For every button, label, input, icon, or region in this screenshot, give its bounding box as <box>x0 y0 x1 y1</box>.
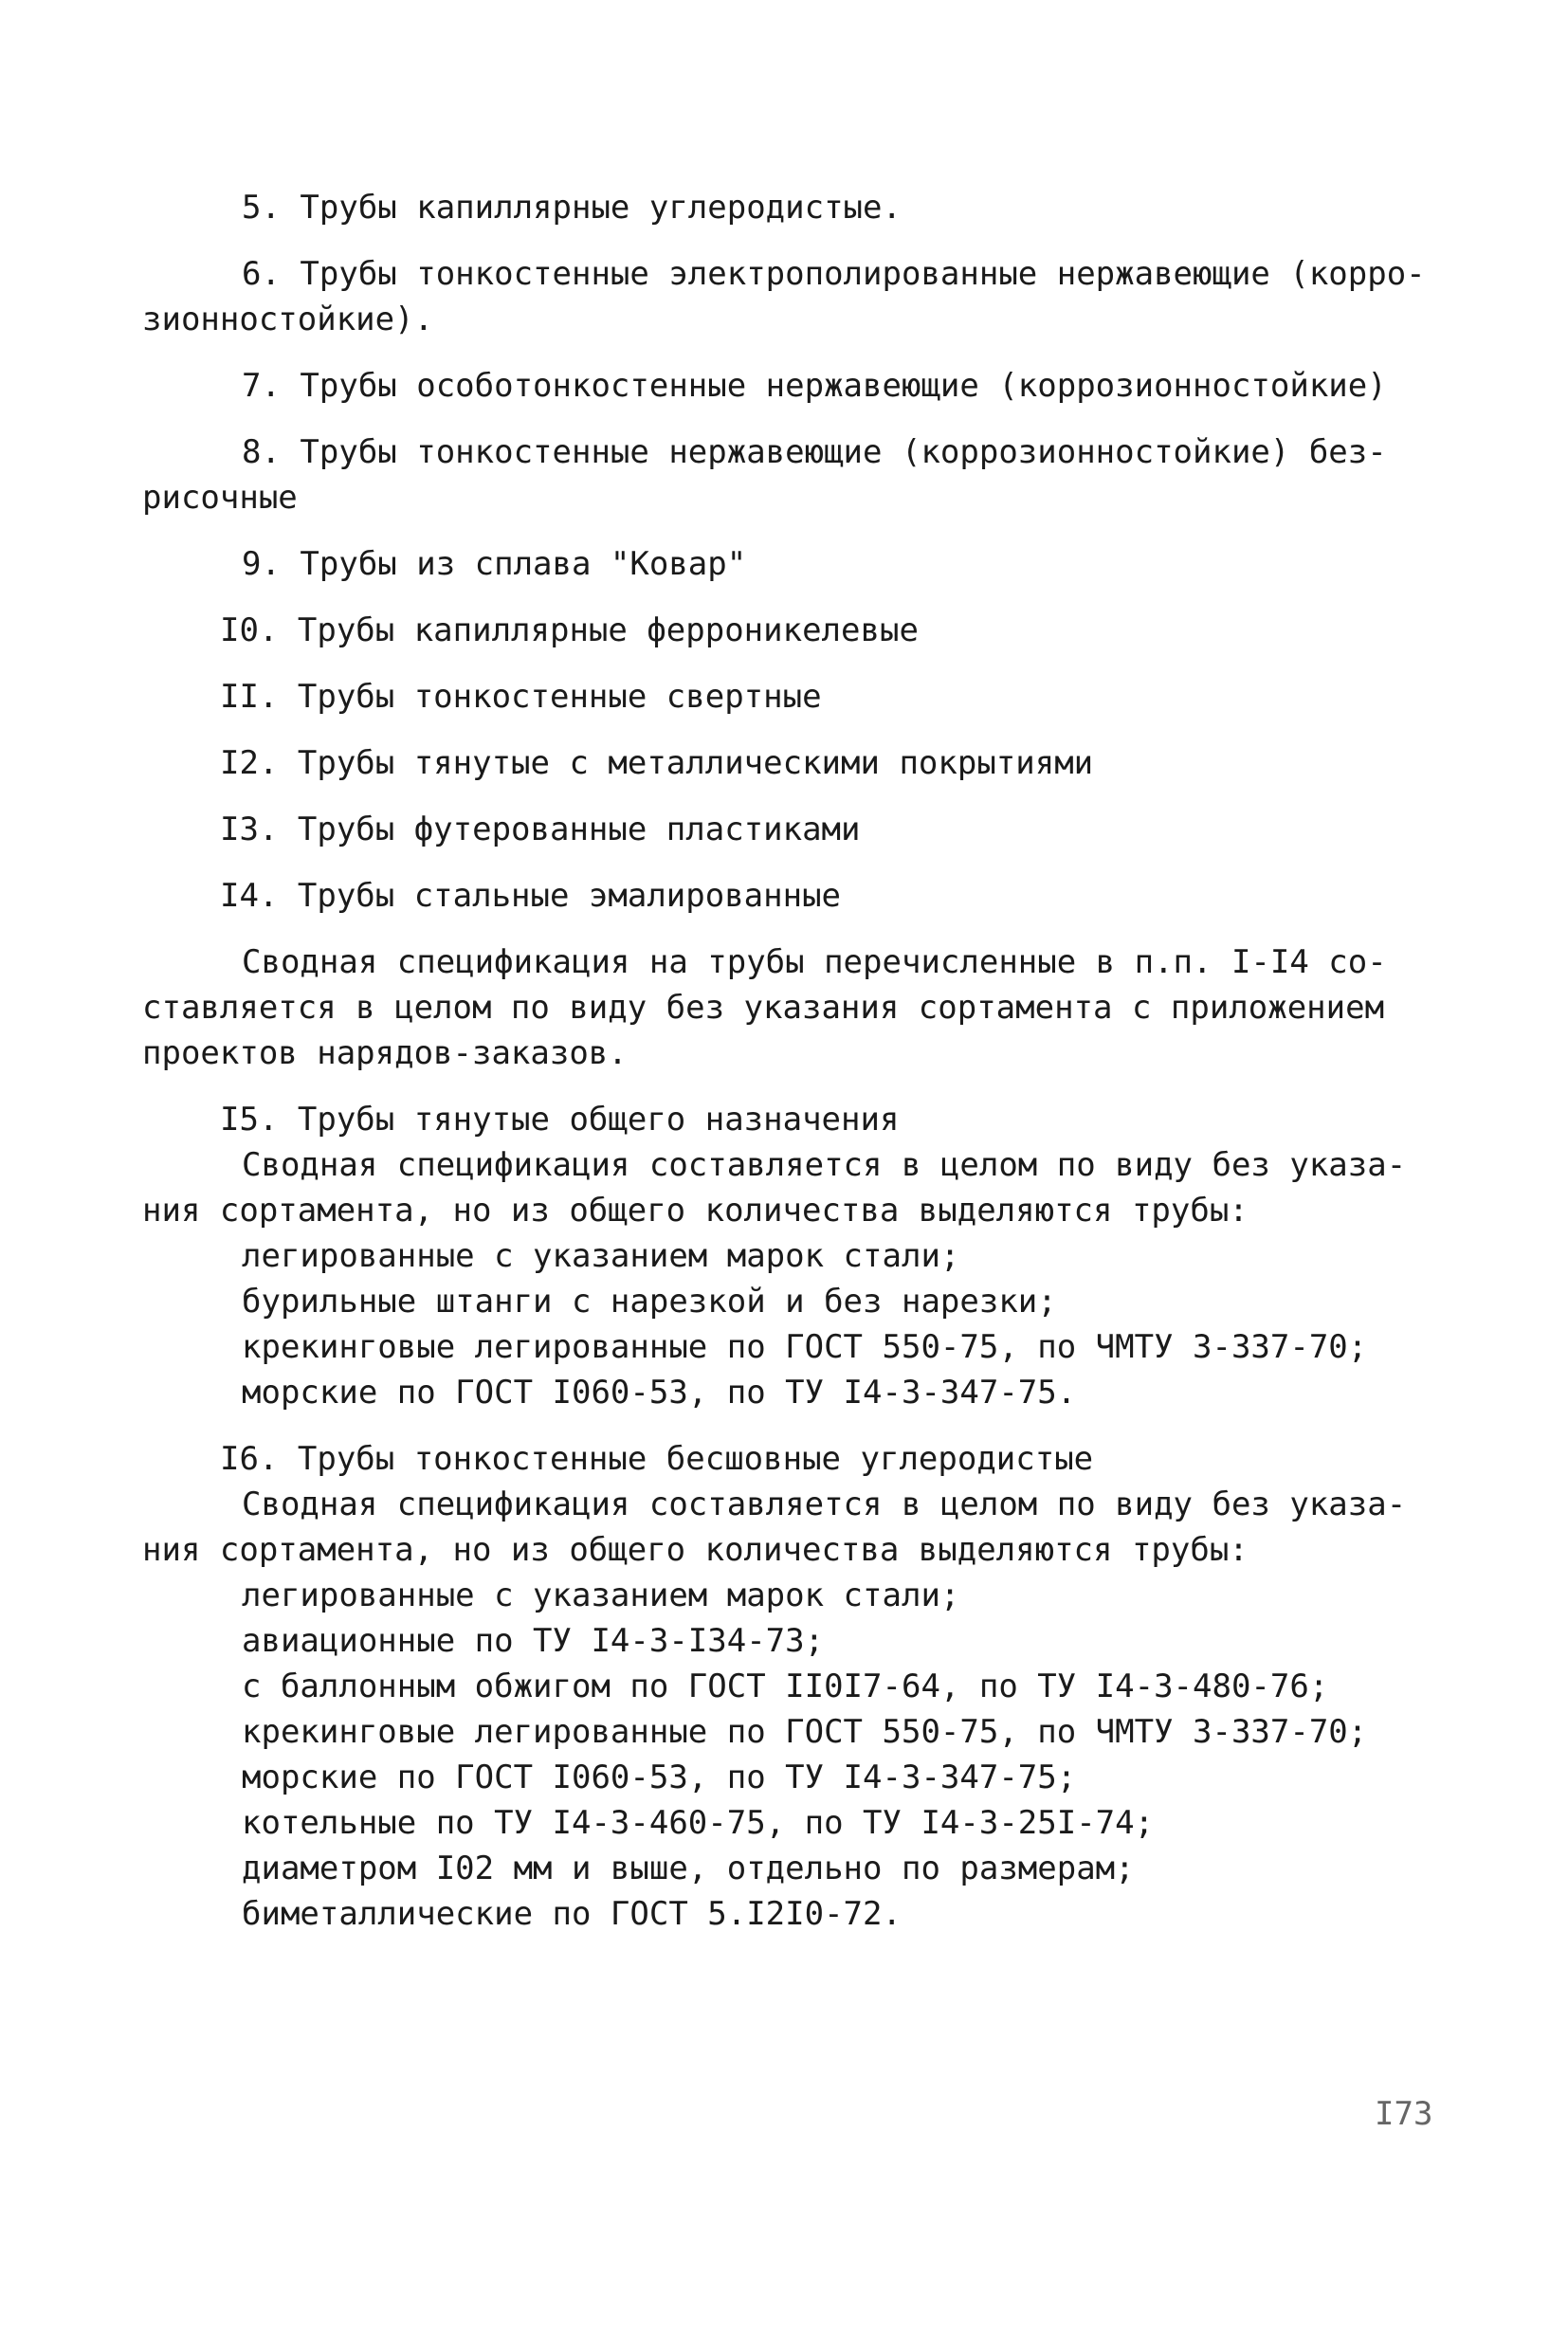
section-16-intro-line1: Сводная спецификация составляется в целом по виду без указа- <box>242 1485 1407 1523</box>
section-15-title: I5. Трубы тянутые общего назначения <box>220 1101 900 1139</box>
list-item-13: I3. Трубы футерованные пластиками <box>220 811 861 848</box>
section-15-intro-line1: Сводная спецификация составляется в целом по виду без указа- <box>242 1146 1407 1184</box>
section-15-sub-item: морские по ГОСТ I060-53, по ТУ I4-3-347-75. <box>242 1374 1077 1412</box>
summary-line1: Сводная спецификация на трубы перечисленные в п.п. I-I4 со- <box>242 943 1387 981</box>
page-number: I73 <box>1375 2095 1433 2133</box>
section-16-sub-item: с баллонным обжигом по ГОСТ II0I7-64, по ТУ I4-3-480-76; <box>242 1668 1329 1705</box>
section-16-sub-item: диаметром I02 мм и выше, отдельно по размерам; <box>242 1850 1135 1887</box>
list-item-14: I4. Трубы стальные эмалированные <box>220 877 842 915</box>
document-page <box>142 185 1450 1958</box>
section-15 <box>142 1097 1450 1415</box>
section-16-sub-item: крекинговые легированные по ГОСТ 550-75, по ЧМТУ 3-337-70; <box>242 1713 1368 1751</box>
list-item-8-line1: 8. Трубы тонкостенные нержавеющие (коррозионностойкие) без- <box>242 433 1387 471</box>
summary-paragraph <box>142 939 1450 1076</box>
section-16-title: I6. Трубы тонкостенные бесшовные углеродистые <box>220 1440 1094 1478</box>
list-item-9: 9. Трубы из сплава "Ковар" <box>242 545 747 583</box>
list-item-6-line2: зионностойкие). <box>142 301 434 338</box>
summary-line3: проектов нарядов-заказов. <box>142 1034 628 1072</box>
list-item-6-line1: 6. Трубы тонкостенные электрополированные нержавеющие (корро- <box>242 255 1426 293</box>
list-item-6 <box>142 251 1450 342</box>
list-item-11: II. Трубы тонкостенные свертные <box>220 678 822 716</box>
section-16-sub-item: морские по ГОСТ I060-53, по ТУ I4-3-347-75; <box>242 1759 1077 1796</box>
list-item-12: I2. Трубы тянутые с металлическими покрытиями <box>220 744 1094 782</box>
list-item-5: 5. Трубы капиллярные углеродистые. <box>242 189 902 227</box>
section-16-sub-item: легированные с указанием марок стали; <box>242 1576 960 1614</box>
section-15-sub-item: легированные с указанием марок стали; <box>242 1237 960 1275</box>
section-16 <box>142 1436 1450 1937</box>
section-15-sub-item: крекинговые легированные по ГОСТ 550-75, по ЧМТУ 3-337-70; <box>242 1328 1368 1366</box>
list-item-8 <box>142 429 1450 520</box>
section-16-sub-item: котельные по ТУ I4-3-460-75, по ТУ I4-3-25I-74; <box>242 1804 1155 1842</box>
section-15-intro-line2: ния сортамента, но из общего количества выделяются трубы: <box>142 1192 1249 1230</box>
list-item-10: I0. Трубы капиллярные ферроникелевые <box>220 611 919 649</box>
section-16-intro-line2: ния сортамента, но из общего количества выделяются трубы: <box>142 1531 1249 1569</box>
section-15-sub-item: бурильные штанги с нарезкой и без нарезки; <box>242 1283 1057 1321</box>
section-16-sub-item: биметаллические по ГОСТ 5.I2I0-72. <box>242 1895 902 1933</box>
section-16-sub-item: авиационные по ТУ I4-3-I34-73; <box>242 1622 825 1660</box>
list-item-7: 7. Трубы особотонкостенные нержавеющие (коррозионностойкие) <box>242 367 1387 405</box>
summary-line2: ставляется в целом по виду без указания сортамента с приложением <box>142 989 1385 1027</box>
list-item-8-line2: рисочные <box>142 479 298 517</box>
